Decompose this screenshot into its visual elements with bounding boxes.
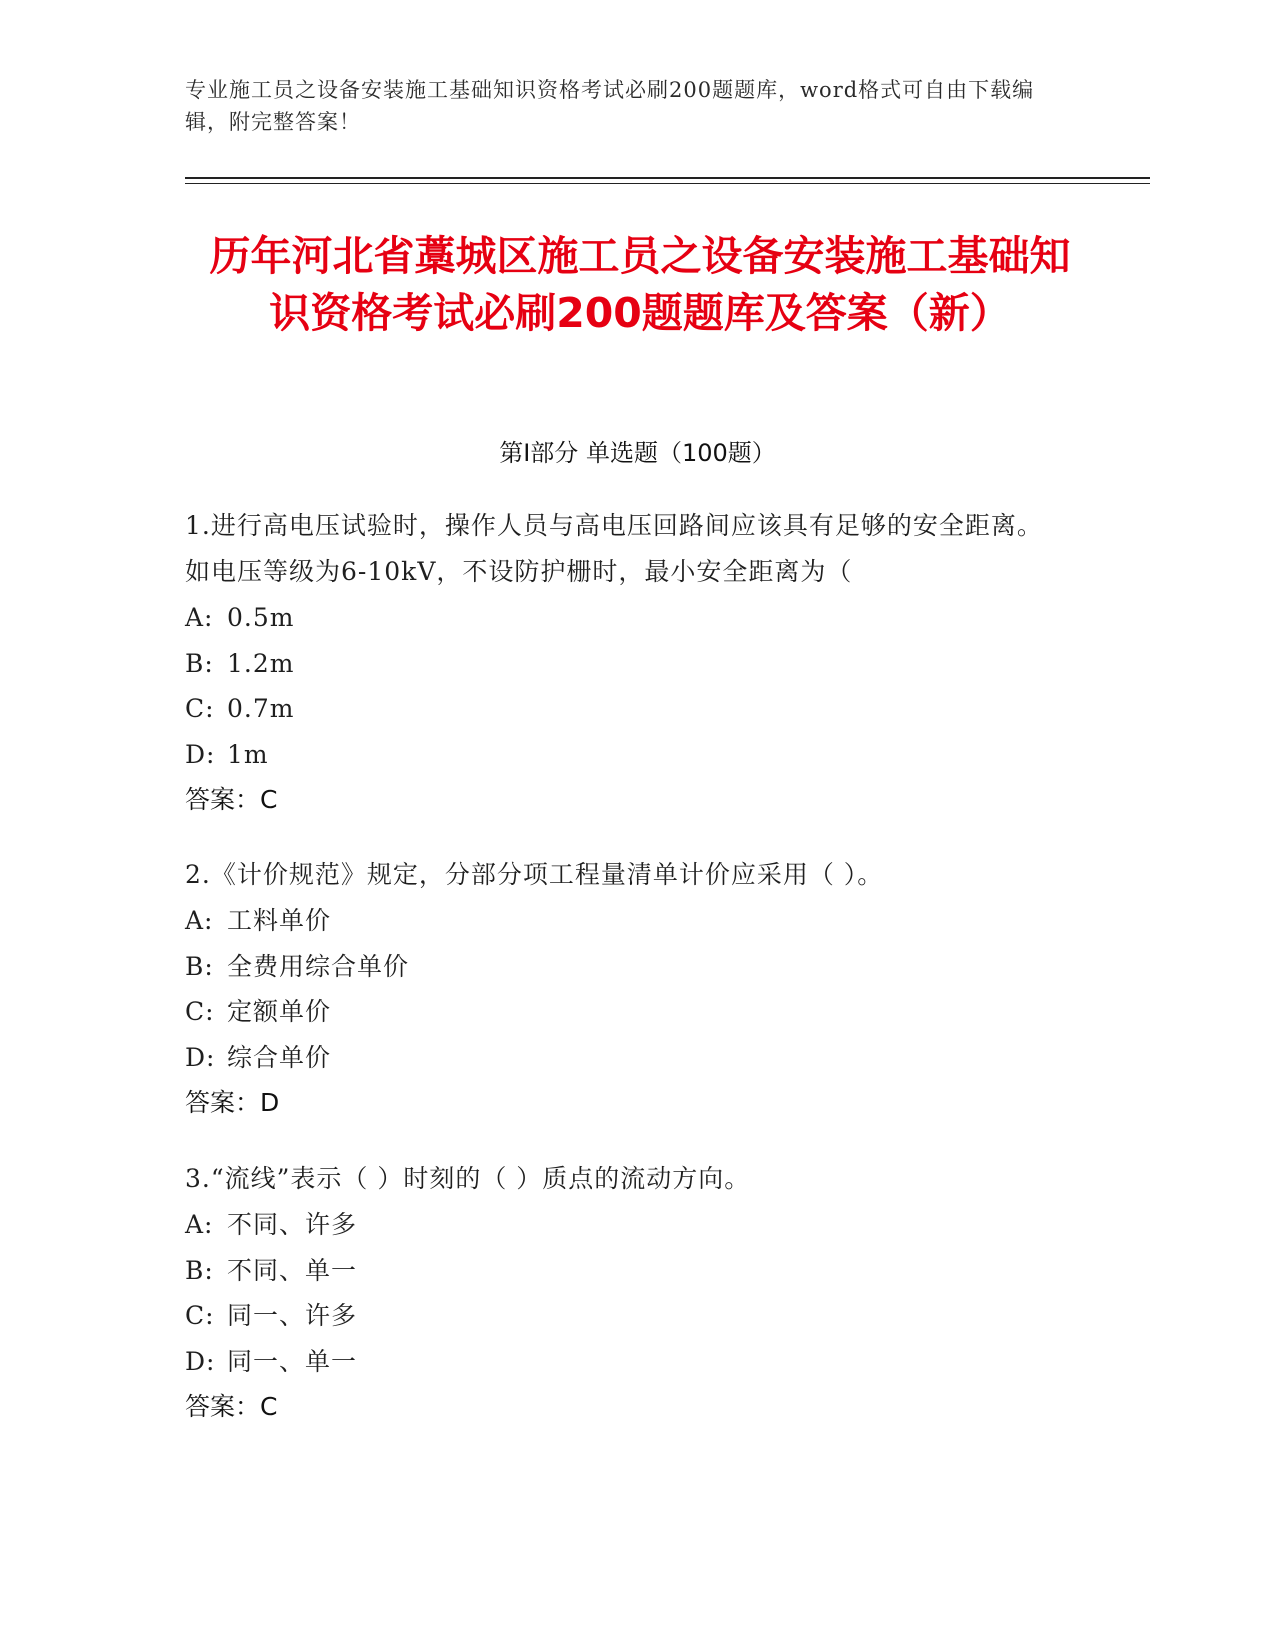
option-letter: A: (185, 906, 214, 935)
option-text: 1.2m (227, 648, 295, 678)
answer: 答案：D (185, 1088, 280, 1117)
option-letter: A: (185, 603, 214, 632)
question-3 (185, 1156, 1065, 1430)
option-c (185, 1293, 1065, 1339)
question-1 (185, 503, 1065, 823)
option-letter: D: (185, 1042, 216, 1072)
header-rule-thin (185, 183, 1150, 184)
option-letter: B: (185, 951, 214, 981)
question-2 (185, 852, 1065, 1126)
option-text: 1m (227, 739, 269, 769)
option-text: 全费用综合单价 (227, 951, 410, 981)
option-letter: A: (185, 1210, 214, 1239)
option-text: 定额单价 (227, 997, 332, 1026)
answer: 答案：C (185, 785, 278, 814)
option-letter: C: (185, 1301, 215, 1330)
option-letter: D: (185, 739, 216, 769)
question-text: 1.进行高电压试验时，操作人员与高电压回路间应该具有足够的安全距离。如电压等级为6-10kV，不设防护栅时，最小安全距离为（ (185, 511, 1043, 586)
option-letter: D: (185, 1346, 216, 1376)
option-text: 综合单价 (227, 1042, 332, 1072)
option-text: 不同、单一 (227, 1255, 358, 1285)
answer: 答案：C (185, 1392, 278, 1421)
option-d (185, 1035, 1065, 1081)
header-note: 专业施工员之设备安装施工基础知识资格考试必刷200题题库，word格式可自由下载编辑，附完整答案！ (185, 78, 1035, 134)
option-c (185, 686, 1065, 732)
question-text: 3.“流线”表示（ ）时刻的（ ）质点的流动方向。 (185, 1164, 751, 1193)
option-text: 0.7m (227, 694, 295, 723)
option-a (185, 595, 1065, 641)
option-text: 工料单价 (227, 906, 332, 935)
section-heading: 第I部分 单选题（100题） (499, 439, 776, 467)
document-title: 历年河北省藁城区施工员之设备安装施工基础知识资格考试必刷200题题库及答案（新） (209, 232, 1071, 337)
option-a (185, 898, 1065, 944)
option-text: 不同、许多 (227, 1210, 358, 1239)
option-b (185, 1248, 1065, 1294)
header-rule-thick (185, 177, 1150, 179)
option-letter: B: (185, 1255, 214, 1285)
option-letter: C: (185, 997, 215, 1026)
option-d (185, 1339, 1065, 1385)
option-d (185, 732, 1065, 778)
option-a (185, 1202, 1065, 1248)
option-b (185, 944, 1065, 990)
option-text: 0.5m (227, 603, 295, 632)
option-c (185, 989, 1065, 1035)
question-text: 2.《计价规范》规定，分部分项工程量清单计价应采用（ ）。 (185, 860, 884, 889)
option-letter: B: (185, 648, 214, 678)
option-text: 同一、许多 (227, 1301, 358, 1330)
option-letter: C: (185, 694, 215, 723)
option-text: 同一、单一 (227, 1346, 358, 1376)
option-b (185, 641, 1065, 687)
